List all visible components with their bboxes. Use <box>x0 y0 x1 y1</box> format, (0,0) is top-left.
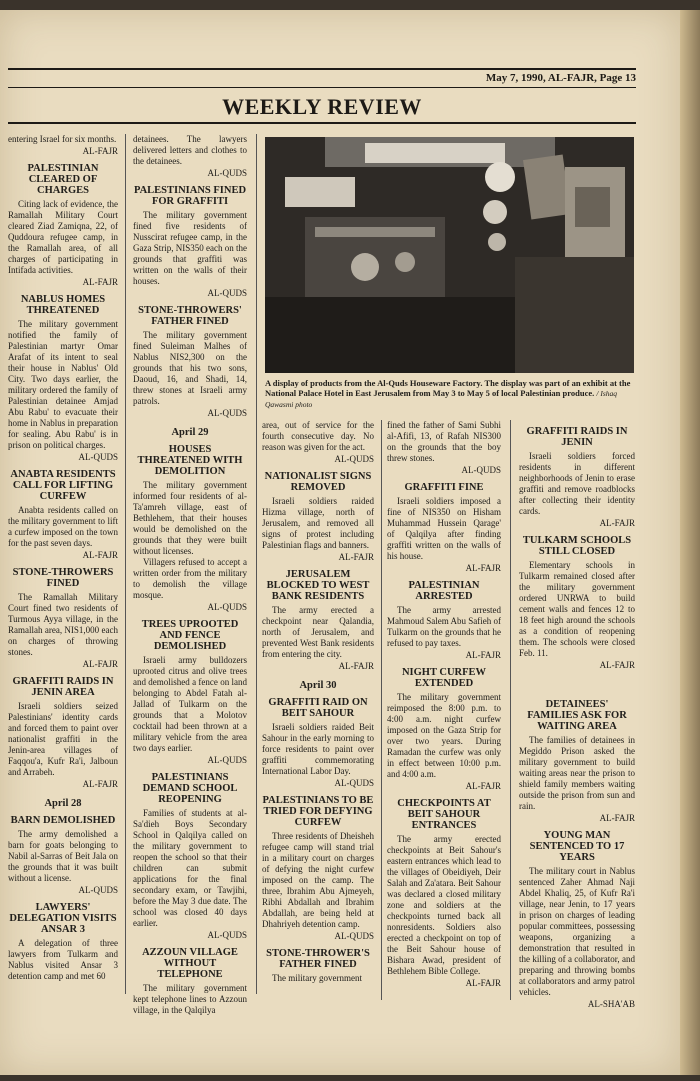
article-text: A delegation of three lawyers from Tulkarm and Nablus visited Ansar 3 detention camp and met 60 <box>8 938 118 981</box>
dateline: May 7, 1990, AL-FAJR, Page 13 <box>485 72 636 84</box>
headline: AZZOUN VILLAGE WITHOUT TELEPHONE <box>142 947 238 980</box>
article-text: The families of detainees in Megiddo Prison asked the military government to build waiting areas near the prison to shield family members waiting outside the prison from sun and rain. <box>519 735 635 811</box>
article-text: area, out of service for the fourth consecutive day. No reason was given for the act. <box>262 420 374 452</box>
article-text: Israeli soldiers imposed a fine of NIS350 on Hisham Muhammad Hussein Qarage' of Qalqilya after finding graffiti written on the walls of his house. <box>387 496 501 561</box>
headline: LAWYERS' DELEGATION VISITS ANSAR 3 <box>9 902 117 935</box>
headline: NABLUS HOMES THREATENED <box>20 294 106 316</box>
source-label: AL-QUDS <box>334 454 374 464</box>
source-label: AL-FAJR <box>599 518 635 528</box>
column-4 <box>387 420 501 994</box>
source-label: AL-QUDS <box>207 755 247 765</box>
source-label: AL-FAJR <box>82 779 118 789</box>
source-label: AL-FAJR <box>338 661 374 671</box>
source-label: AL-FAJR <box>82 550 118 560</box>
article-text: Three residents of Dheisheh refugee camp will stand trial in a military court on charges of defying the night curfew imposed on the camp. The three, Ibrahim Abu Ajmeyeh, Ribhi Abdallah and Ibrahim Abdallah, are being held at Dhahriyeh detention camp. <box>262 831 374 929</box>
source-label: AL-QUDS <box>207 288 247 298</box>
headline: CHECKPOINTS AT BEIT SAHOUR ENTRANCES <box>397 798 491 831</box>
page-edge <box>680 10 700 1075</box>
column-divider <box>125 134 126 994</box>
article-text: Elementary schools in Tulkarm remained closed after the military government ordered UNRWA to build cement walls and fences 12 to 18 feet high around the schools as a condition of reopening them. The schools were closed Feb. 11. <box>519 560 635 658</box>
exhibit-photo <box>265 137 634 373</box>
headline: GRAFFITI RAID ON BEIT SAHOUR <box>268 697 368 719</box>
headline: PALESTINIANS DEMAND SCHOOL REOPENING <box>142 772 238 805</box>
headline: NATIONALIST SIGNS REMOVED <box>264 471 372 493</box>
article-text: The military government <box>272 973 362 983</box>
date-heading: April 30 <box>299 680 337 691</box>
headline: YOUNG MAN SENTENCED TO 17 YEARS <box>529 830 625 863</box>
article-text: The military government fined Suleiman Malhes of Nablus NIS2,300 on the grounds that his two sons, Daoud, 16, and Shadi, 14, threw stones at Israeli army patrols. <box>133 330 247 406</box>
headline: JERUSALEM BLOCKED TO WEST BANK RESIDENTS <box>266 569 370 602</box>
article-text: Israeli soldiers raided Hizma village, north of Jerusalem, and removed all signs of protest including Palestinian flags and banners. <box>262 496 374 550</box>
source-label: AL-QUDS <box>207 930 247 940</box>
source-label: AL-FAJR <box>82 277 118 287</box>
headline: TULKARM SCHOOLS STILL CLOSED <box>522 535 632 557</box>
source-label: AL-FAJR <box>465 563 501 573</box>
source-label: AL-QUDS <box>78 452 118 462</box>
photo-credit: / Ishaq Qawasmi photo <box>265 389 618 409</box>
headline: ANABTA RESIDENTS CALL FOR LIFTING CURFEW <box>10 469 116 502</box>
source-label: AL-FAJR <box>82 146 118 156</box>
article-text: Villagers refused to accept a written order from the military to demolish the village mosque. <box>133 557 247 600</box>
top-rule <box>8 68 636 70</box>
article-text: The Ramallah Military Court fined two residents of Turmous Ayya village, in the Ramallah area, NIS1,000 each on charges of throwing stones. <box>8 592 118 657</box>
source-label: AL-QUDS <box>334 778 374 788</box>
article-text: The army arrested Mahmoud Salem Abu Safieh of Tulkarm on the grounds that he refused to pay taxes. <box>387 605 501 648</box>
headline: PALESTINIANS FINED FOR GRAFFITI <box>133 185 247 207</box>
source-label: AL-FAJR <box>465 650 501 660</box>
headline: HOUSES THREATENED WITH DEMOLITION <box>137 444 243 477</box>
article-text: The military court in Nablus sentenced Zaher Ahmad Naji Abdel Khaliq, 25, of Kufr Ra'i village, near Jenin, to 17 years in prison on charges of leading popular committees, possessing weapons, organizing a demonstration that resulted in the killing of a collaborator, and preparing and throwing bombs at collaborators and army patrol vehicles. <box>519 866 635 997</box>
source-label: AL-FAJR <box>465 781 501 791</box>
article-text: fined the father of Sami Subhi al-Afifi, 13, of Rafah NIS300 on the grounds that the boy threw stones. <box>387 420 501 463</box>
article-text: The military government notified the family of Palestinian martyr Omar Arafat of its intent to seal their house in Nablus' Old City. Two days earlier, the military ordered the family of Palestinian detainee Amjad Abu Rabu' to evacuate their home in Nablus in preparation for sealing. Abu Rabu' is in prison on political charges. <box>8 319 118 450</box>
article-text: entering Israel for six months. <box>8 134 117 144</box>
article-text: The army erected checkpoints at Beit Sahour's eastern entrances which lead to the villages of Obeidiyeh, Deir Salah and Za'atara. Beit Sahour was declared a closed military zone and soldiers at the checkpoints turned back all nonresidents. Soldiers also erected a checkpoint on top of the Beit Sahour house of Bishara Awad, president of Bethlehem Bible College. <box>387 834 501 976</box>
headline: BARN DEMOLISHED <box>10 815 116 826</box>
title-rule <box>8 122 636 124</box>
caption-text: A display of products from the Al-Quds Houseware Factory. The display was part of an exhibit at the National Palace Hotel in East Jerusalem from May 3 to May 5 of local Palestinian produce. <box>265 378 631 398</box>
date-heading: April 28 <box>44 798 82 809</box>
article-text: The military government informed four residents of al-Ta'amreh village, east of Bethlehem, that their houses would be demolished on the grounds that they were built without licenses. <box>133 480 247 556</box>
article-text: The military government kept telephone lines to Azzoun village, in the Qalqilya <box>133 983 247 1015</box>
article-text: Israeli soldiers seized Palestinians' identity cards and forced them to paint over nationalist graffiti in the Jenin-area villages of Faqqou'a, Kufr Ra'i, Jalboun and Arrabeh. <box>8 701 118 777</box>
column-1 <box>8 134 118 982</box>
article-text: The army demolished a barn for goats belonging to Nabil al-Sarras of Beit Jala on the grounds that it was built without a license. <box>8 829 118 883</box>
column-5 <box>519 420 635 1015</box>
headline: PALESTINIAN CLEARED OF CHARGES <box>27 163 99 196</box>
article-text: Israeli soldiers raided Beit Sahour in the early morning to force residents to paint over graffiti commemorating International Labor Day. <box>262 722 374 776</box>
source-label: AL-QUDS <box>78 885 118 895</box>
source-label: AL-FAJR <box>465 978 501 988</box>
article-text: The military government reimposed the 8:00 p.m. to 4:00 a.m. night curfew imposed on the Gaza Strip for over two years. During Ramadan the curfew was only in effect between 10:00 p.m. and 4:00 a.m. <box>387 692 501 779</box>
column-divider <box>510 420 511 1000</box>
source-label: AL-QUDS <box>334 931 374 941</box>
column-3 <box>262 420 374 984</box>
headline: GRAFFITI RAIDS IN JENIN <box>526 426 628 448</box>
article-text: Israeli army bulldozers uprooted citrus and olive trees and demolished a fence on land belonging to Abdel Fatah al-Jallad of Tulkarm on the grounds that a Molotov cocktail had been thrown at a military vehicle from the area two days earlier. <box>133 655 247 753</box>
dateline-rule <box>8 87 636 88</box>
photo-caption <box>265 378 634 410</box>
column-2 <box>133 134 247 1016</box>
source-label: AL-FAJR <box>599 813 635 823</box>
headline: GRAFFITI RAIDS IN JENIN AREA <box>12 676 114 698</box>
article-text: Families of students at al-Sa'dieh Boys Secondary School in Qalqilya called on the military government to reopen the school so that their children can submit applications for the final secondary exam, or Tawjihi, before the May 3 due date. The school was closed 40 days earlier. <box>133 808 247 928</box>
article-text: detainees. The lawyers delivered letters and clothes to the detainees. <box>133 134 247 166</box>
source-label: AL-FAJR <box>338 552 374 562</box>
photo-illustration <box>265 137 634 373</box>
headline: PALESTINIANS TO BE TRIED FOR DEFYING CURFEW <box>262 795 374 828</box>
date-heading: April 29 <box>171 427 209 438</box>
source-label: AL-FAJR <box>599 660 635 670</box>
source-label: AL-SHA'AB <box>587 999 635 1009</box>
source-label: AL-QUDS <box>207 602 247 612</box>
section-title: WEEKLY REVIEW <box>222 94 422 119</box>
article-text: The military government fined five residents of Nusscirat refugee camp, in the Gaza Strip, NIS350 each on the grounds that graffiti was written on the walls of their houses. <box>133 210 247 286</box>
headline: TREES UPROOTED AND FENCE DEMOLISHED <box>141 619 239 652</box>
column-divider <box>381 420 382 1000</box>
source-label: AL-QUDS <box>207 408 247 418</box>
article-text: Israeli soldiers forced residents in different neighborhoods of Jenin to erase graffiti and remove roadblocks after collecting their identity cards. <box>519 451 635 516</box>
headline: NIGHT CURFEW EXTENDED <box>401 667 487 689</box>
headline: PALESTINIAN ARRESTED <box>408 580 480 602</box>
source-label: AL-FAJR <box>82 659 118 669</box>
column-divider <box>256 134 257 994</box>
headline: STONE-THROWER'S FATHER FINED <box>266 948 370 970</box>
article-text: Anabta residents called on the military government to lift a curfew imposed on the town for the past seven days. <box>8 505 118 548</box>
article-text: Citing lack of evidence, the Ramallah Military Court cleared Ziad Zamiqna, 22, of Quddoura refugee camp, in the Ramallah area, of all charges of participating in Intifada activities. <box>8 199 118 275</box>
headline: STONE-THROWERS' FATHER FINED <box>138 305 242 327</box>
article-text: The army erected a checkpoint near Qalandia, north of Jerusalem, and prevented West Bank residents from entering the city. <box>262 605 374 659</box>
headline: DETAINEES' FAMILIES ASK FOR WAITING AREA <box>527 699 627 732</box>
headline: STONE-THROWERS FINED <box>12 567 114 589</box>
source-label: AL-QUDS <box>207 168 247 178</box>
headline: GRAFFITI FINE <box>404 482 484 493</box>
source-label: AL-QUDS <box>461 465 501 475</box>
